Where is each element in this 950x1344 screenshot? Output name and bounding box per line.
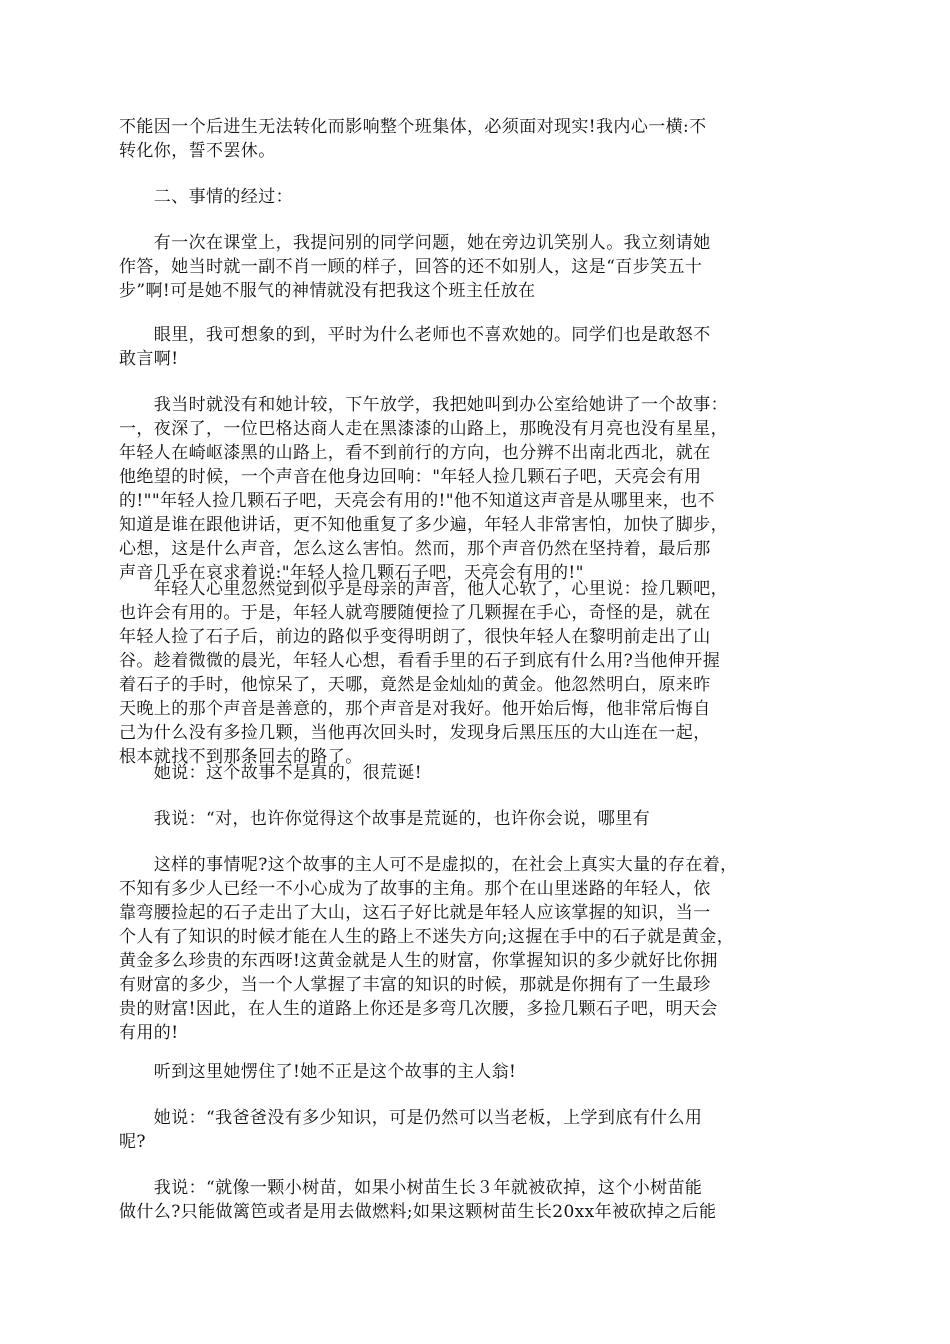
text-line: 年轻人心里忽然觉到似乎是母亲的声音，他人心软了，心里说：捡几颗吧，: [119, 579, 728, 599]
paragraph-eyes: [119, 323, 834, 371]
text-line: 不能因一个后进生无法转化而影响整个班集体，必须面对现实!我内心一横:不: [119, 117, 707, 137]
paragraph-father: [119, 1106, 834, 1154]
text-line: 年轻人捡了石子后，前边的路似乎变得明朗了，很快年轻人在黎明前走出了山: [119, 627, 711, 647]
text-line: 一，夜深了，一位巴格达商人走在黑漆漆的山路上，那晚没有月亮也没有星星，: [119, 419, 728, 439]
text-line: 二、事情的经过：: [119, 187, 293, 207]
text-line: 不知有多少人已经一不小心成为了故事的主角。那个在山里迷路的年轻人，依: [119, 879, 711, 899]
text-line: 天晚上的那个声音是善意的，那个声音是对我好。他开始后悔，他非常后悔自: [119, 699, 711, 719]
text-line: 作答，她当时就一副不肖一顾的样子，回答的还不如别人，这是“百步笑五十: [119, 257, 703, 277]
paragraph-story-end: [119, 577, 834, 769]
text-line: 谷。趁着微微的晨光，年轻人心想，看看手里的石子到底有什么用?当他伸开握: [119, 651, 721, 671]
text-line: 有用的!: [119, 1023, 179, 1043]
text-line: 这样的事情呢?这个故事的主人可不是虚拟的，在社会上真实大量的存在着，: [119, 855, 738, 875]
paragraph-sapling: [119, 1176, 834, 1224]
text-line: 着石子的手时，他惊呆了，天哪，竟然是金灿灿的黄金。他忽然明白，原来昨: [119, 675, 711, 695]
text-line: 我说：“对，也许你觉得这个故事是荒诞的，也许你会说，哪里有: [119, 809, 651, 829]
text-line: 心想，这是什么声音，怎么这么害怕。然而，那个声音仍然在坚持着，最后那: [119, 539, 711, 559]
text-line: 个人有了知识的时候才能在人生的路上不迷失方向;这握在手中的石子就是黄金，: [119, 927, 735, 947]
text-line: 敢言啊!: [119, 349, 179, 369]
section-heading: [119, 185, 834, 209]
text-line: 她说：这个故事不是真的，很荒诞!: [119, 763, 423, 783]
text-line: 我当时就没有和她计较，下午放学，我把她叫到办公室给她讲了一个故事：: [119, 395, 728, 415]
text-line: 呢?: [119, 1132, 146, 1152]
text-line: 根本就找不到那条回去的路了。: [119, 747, 363, 767]
text-line: 她说：“我爸爸没有多少知识，可是仍然可以当老板，上学到底有什么用: [119, 1108, 703, 1128]
text-line: 年轻人在崎岖漆黑的山路上，看不到前行的方向，也分辨不出南北西北，就在: [119, 443, 711, 463]
paragraph-she-says: [119, 761, 834, 785]
text-line: 听到这里她愣住了!她不正是这个故事的主人翁!: [119, 1062, 517, 1082]
text-line: 他绝望的时候，一个声音在他身边回响："年轻人捡几颗石子吧，天亮会有用: [119, 467, 702, 487]
text-line: 知道是谁在跟他讲话，更不知他重复了多少遍，年轻人非常害怕，加快了脚步，: [119, 515, 728, 535]
text-line: 有财富的多少，当一个人掌握了丰富的知识的时候，那就是你拥有了一生最珍: [119, 975, 711, 995]
text-line: 的!""年轻人捡几颗石子吧，天亮会有用的!"他不知道这声音是从哪里来，也不: [119, 491, 715, 511]
text-line: 有一次在课堂上，我提问别的同学问题，她在旁边讥笑别人。我立刻请她: [119, 233, 711, 253]
paragraph-story-start: [119, 393, 834, 585]
text-line: 步”啊!可是她不服气的神情就没有把我这个班主任放在: [119, 281, 536, 301]
text-line: 转化你，誓不罢休。: [119, 141, 276, 161]
text-line: 眼里，我可想象的到，平时为什么老师也不喜欢她的。同学们也是敢怒不: [119, 325, 711, 345]
paragraph-intro: [119, 115, 834, 163]
text-line: 声音几乎在哀求着说:"年轻人捡几颗石子吧，天亮会有用的!": [119, 563, 584, 583]
text-line: 我说：“就像一颗小树苗，如果小树苗生长３年就被砍掉，这个小树苗能: [119, 1178, 703, 1198]
text-line: 贵的财富!因此，在人生的道路上你还是多弯几次腰，多捡几颗石子吧，明天会: [119, 999, 718, 1019]
paragraph-classroom: [119, 231, 834, 303]
paragraph-stunned: [119, 1060, 834, 1084]
paragraph-i-say: [119, 807, 834, 831]
text-line: 也许会有用的。于是，年轻人就弯腰随便捡了几颗握在手心，奇怪的是，就在: [119, 603, 711, 623]
text-line: 己为什么没有多捡几颗，当他再次回头时，发现身后黑压压的大山连在一起，: [119, 723, 711, 743]
paragraph-moral: [119, 853, 834, 1045]
text-line: 靠弯腰捡起的石子走出了大山，这石子好比就是年轻人应该掌握的知识，当一: [119, 903, 711, 923]
text-line: 做什么?只能做篱笆或者是用去做燃料;如果这颗树苗生长20xx年被砍掉之后能: [119, 1202, 717, 1222]
text-line: 黄金多么珍贵的东西呀!这黄金就是人生的财富，你掌握知识的多少就好比你拥: [119, 951, 718, 971]
